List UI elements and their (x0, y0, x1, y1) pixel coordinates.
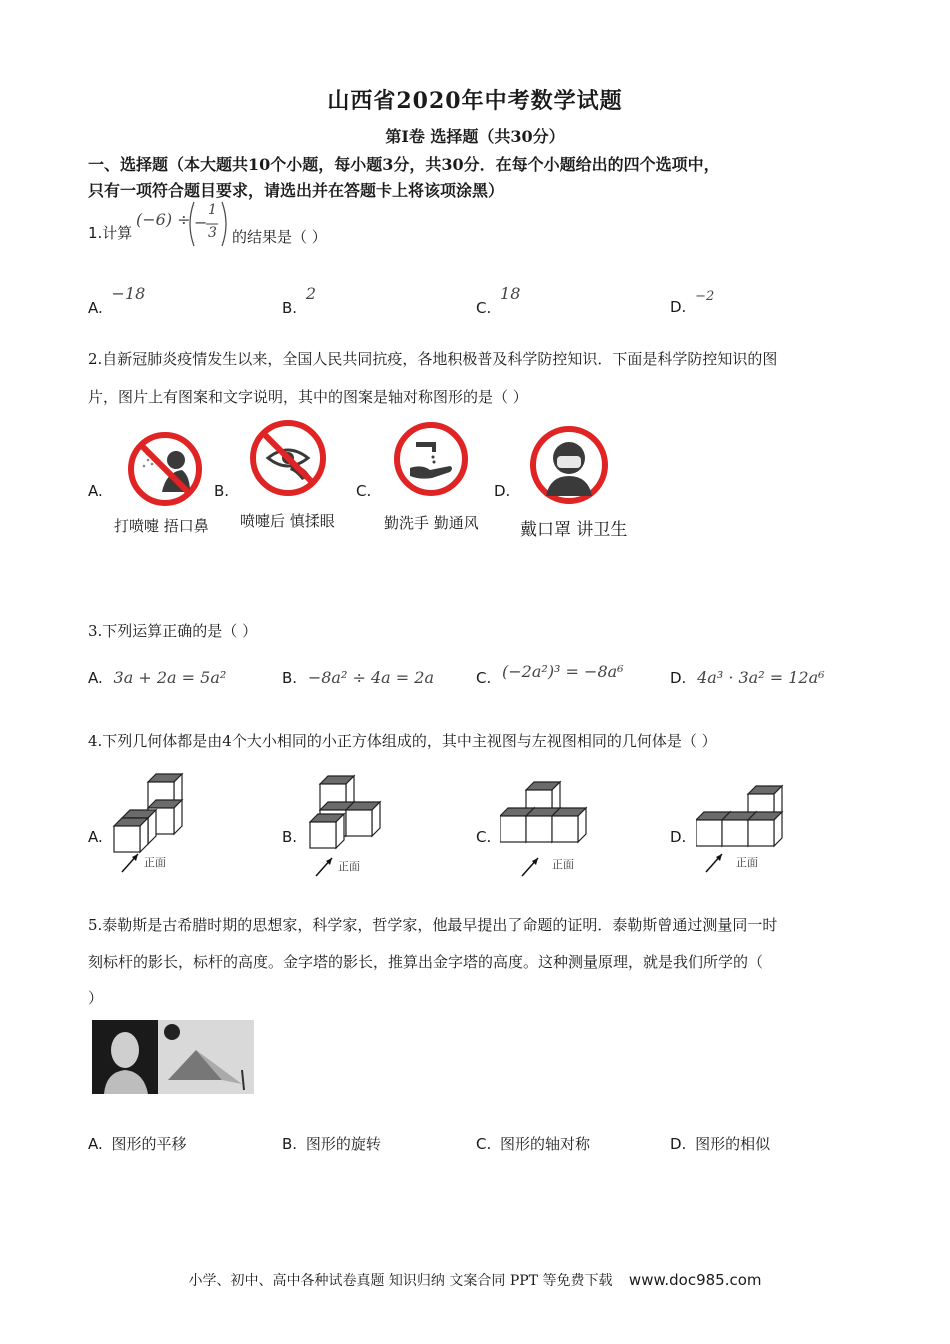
q1-frac-sign: − (194, 213, 208, 232)
q2-line2: 片，图片上有图案和文字说明，其中的图案是轴对称图形的是（ ） (88, 388, 528, 406)
option-value: 图形的相似 (695, 1135, 771, 1153)
hand-washing-sign-icon (392, 420, 470, 498)
option-value: −18 (111, 284, 146, 303)
q2-option-b-caption: 喷嚏后 慎揉眼 (240, 512, 335, 530)
q4-figure-d (696, 784, 816, 894)
option-value: 18 (500, 284, 521, 303)
wear-mask-sign-icon (528, 424, 610, 506)
option-value: 图形的旋转 (305, 1135, 381, 1153)
option-value: 3a + 2a = 5a² (113, 668, 227, 687)
option-value: −8a² ÷ 4a = 2a (307, 668, 434, 687)
q4-option-a-letter[interactable]: A. (88, 828, 103, 846)
page-footer (0, 1270, 950, 1290)
q1-option-a[interactable] (88, 284, 146, 317)
option-letter: A. (88, 669, 103, 687)
question-1 (88, 222, 132, 243)
option-value: (−2a²)³ = −8a⁶ (502, 662, 624, 681)
q3-option-c[interactable] (476, 662, 624, 687)
q4-option-d-letter[interactable]: D. (670, 828, 687, 846)
q3-option-b[interactable] (282, 668, 434, 687)
front-label: 正面 (552, 858, 574, 871)
section-heading-line1: 一、选择题（本大题共10个小题，每小题3分，共30分．在每个小题给出的四个选项中， (88, 155, 720, 174)
q1-frac-num: 1 (208, 202, 217, 218)
q2-option-d-caption: 戴口罩 讲卫生 (520, 520, 628, 540)
q4-stem: 4.下列几何体都是由4个大小相同的小正方体组成的，其中主视图与左视图相同的几何体是（ ） (88, 732, 717, 750)
q2-option-c-caption: 勤洗手 勤通风 (384, 514, 479, 532)
q3-stem: 3.下列运算正确的是（ ） (88, 622, 258, 640)
q1-suffix: 的结果是（ ） (232, 228, 327, 246)
q3-option-a[interactable] (88, 668, 226, 687)
q5-option-c[interactable] (476, 1133, 590, 1154)
option-value: 图形的轴对称 (500, 1135, 591, 1153)
q1-option-d[interactable] (670, 289, 715, 316)
q1-expression (136, 210, 191, 229)
q2-line1: 2.自新冠肺炎疫情发生以来，全国人民共同抗疫，各地积极普及科学防控知识．下面是科学防控知识的图 (88, 350, 778, 368)
q1-option-c[interactable] (476, 284, 521, 317)
option-letter: C. (476, 669, 492, 687)
option-letter: D. (670, 298, 687, 316)
q1-fraction (186, 200, 230, 248)
option-letter: B. (282, 1135, 298, 1153)
q1-option-b[interactable] (282, 284, 317, 317)
front-label: 正面 (338, 860, 360, 873)
thales-pyramid-image (92, 1020, 254, 1094)
no-eye-rubbing-sign-icon (248, 418, 328, 498)
option-letter: D. (670, 669, 687, 687)
no-sneezing-sign-icon (126, 430, 204, 508)
q1-frac-den: 3 (208, 225, 217, 241)
q5-line1: 5.泰勒斯是古希腊时期的思想家，科学家，哲学家，他最早提出了命题的证明．泰勒斯曾通过测量同一时 (88, 916, 778, 934)
front-label: 正面 (736, 856, 758, 869)
q2-option-b-letter[interactable]: B. (214, 482, 230, 500)
section-heading-line2: 只有一项符合题目要求，请选出并在答题卡上将该项涂黑） (88, 181, 505, 200)
q4-option-b-letter[interactable]: B. (282, 828, 298, 846)
q4-figure-b (302, 774, 412, 884)
q4-figure-a (108, 770, 218, 880)
footer-text: 小学、初中、高中各种试卷真题 知识归纳 文案合同 PPT 等免费下载 (188, 1273, 613, 1289)
option-letter: C. (476, 1135, 492, 1153)
q2-option-a-letter[interactable]: A. (88, 482, 103, 500)
option-value: 4a³ · 3a² = 12a⁶ (697, 668, 825, 687)
option-letter: B. (282, 299, 298, 317)
option-value: −2 (695, 289, 715, 304)
option-letter: B. (282, 669, 298, 687)
q2-option-c-letter[interactable]: C. (356, 482, 372, 500)
page-subtitle: 第I卷 选择题（共30分） (385, 127, 565, 146)
option-value: 2 (305, 284, 317, 303)
q5-line2: 刻标杆的影长，标杆的高度。金字塔的影长，推算出金字塔的高度。这种测量原理，就是我们所学的（ (88, 953, 764, 971)
q5-line3: ） (88, 989, 104, 1007)
option-value: 图形的平移 (111, 1135, 187, 1153)
option-letter: A. (88, 299, 103, 317)
option-letter: C. (476, 299, 492, 317)
option-letter: A. (88, 1135, 103, 1153)
q2-option-a-caption: 打喷嚏 捂口鼻 (114, 517, 209, 535)
q5-option-d[interactable] (670, 1133, 770, 1154)
footer-link[interactable]: www.doc985.com (628, 1271, 762, 1289)
front-label: 正面 (144, 856, 166, 869)
q1-expr-left: (−6) ÷ (136, 210, 191, 229)
page-title: 山西省2020年中考数学试题 (327, 88, 623, 114)
q5-option-a[interactable] (88, 1133, 187, 1154)
q3-option-d[interactable] (670, 668, 825, 687)
q5-option-b[interactable] (282, 1133, 381, 1154)
q1-prefix: 1.计算 (88, 224, 133, 242)
q4-option-c-letter[interactable]: C. (476, 828, 492, 846)
q2-option-d-letter[interactable]: D. (494, 482, 511, 500)
q4-figure-c (500, 780, 620, 890)
option-letter: D. (670, 1135, 687, 1153)
